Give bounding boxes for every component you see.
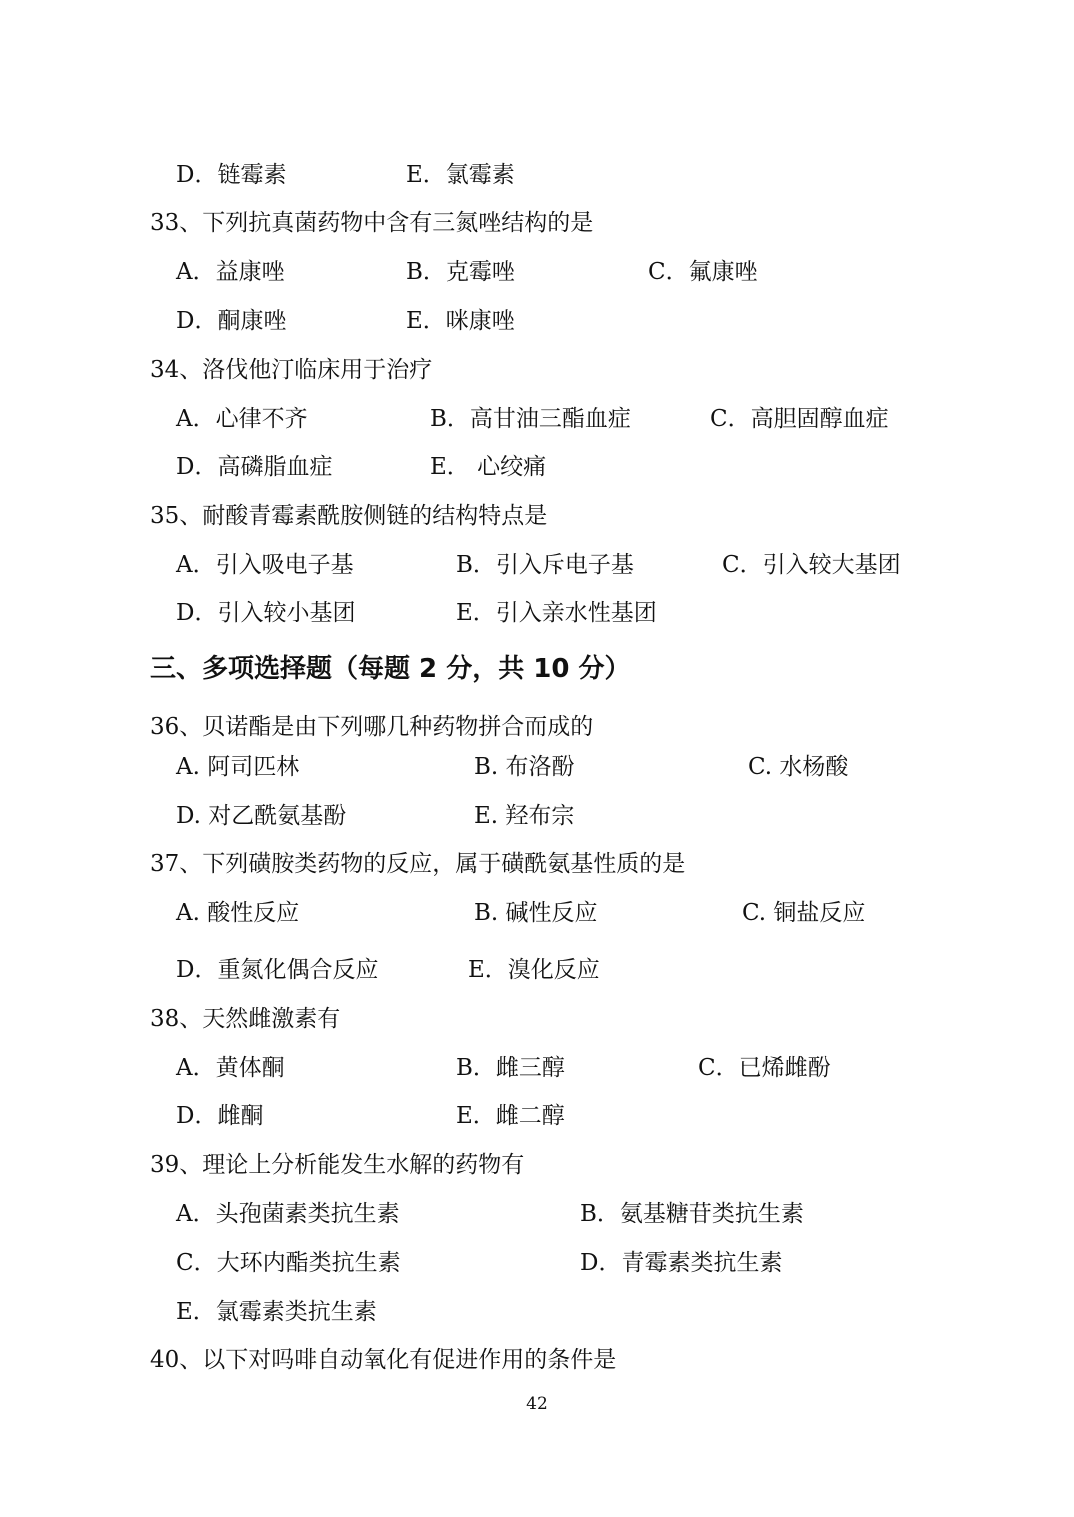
q36-option-e: E. 羟布宗: [474, 803, 575, 829]
q37-option-e: E．溴化反应: [468, 957, 600, 983]
q35-option-b: B．引入斥电子基: [456, 552, 634, 578]
q36-option-a: A. 阿司匹林: [176, 754, 300, 780]
q34-option-e: E． 心绞痛: [430, 454, 547, 480]
q35-option-a: A．引入吸电子基: [176, 552, 354, 578]
q38-option-d: D．雌酮: [176, 1103, 264, 1129]
q39-option-d: D．青霉素类抗生素: [580, 1250, 783, 1276]
q33-option-a: A．益康唑: [176, 259, 285, 285]
q38-option-b: B．雌三醇: [456, 1055, 565, 1081]
q39-option-e: E．氯霉素类抗生素: [176, 1299, 377, 1325]
q38-option-c: C．已烯雌酚: [698, 1055, 831, 1081]
q36-option-b: B. 布洛酚: [474, 754, 575, 780]
q36-stem: 36、贝诺酯是由下列哪几种药物拼合而成的: [150, 714, 594, 740]
section-heading: 三、多项选择题（每题 2 分，共 10 分）: [150, 654, 631, 684]
q33-stem: 33、下列抗真菌药物中含有三氮唑结构的是: [150, 210, 594, 236]
q36-option-c: C. 水杨酸: [748, 754, 849, 780]
q32-option-e: E．氯霉素: [406, 162, 515, 188]
q39-option-a: A．头孢菌素类抗生素: [176, 1201, 400, 1227]
q40-stem: 40、以下对吗啡自动氧化有促进作用的条件是: [150, 1347, 617, 1373]
page-number: 42: [526, 1394, 548, 1414]
q34-option-a: A．心律不齐: [176, 406, 308, 432]
q34-option-d: D．高磷脂血症: [176, 454, 333, 480]
q33-option-e: E．咪康唑: [406, 308, 515, 334]
q35-option-c: C．引入较大基团: [722, 552, 901, 578]
q36-option-d: D. 对乙酰氨基酚: [176, 803, 347, 829]
q38-option-a: A．黄体酮: [176, 1055, 285, 1081]
q37-option-d: D．重氮化偶合反应: [176, 957, 379, 983]
q37-stem: 37、下列磺胺类药物的反应，属于磺酰氨基性质的是: [150, 851, 686, 877]
q35-option-e: E．引入亲水性基团: [456, 600, 657, 626]
q38-option-e: E．雌二醇: [456, 1103, 565, 1129]
q37-option-c: C. 铜盐反应: [742, 900, 866, 926]
q35-stem: 35、耐酸青霉素酰胺侧链的结构特点是: [150, 503, 548, 529]
q34-option-b: B．高甘油三酯血症: [430, 406, 631, 432]
q39-stem: 39、理论上分析能发生水解的药物有: [150, 1152, 525, 1178]
q38-stem: 38、天然雌激素有: [150, 1006, 341, 1032]
q39-option-c: C．大环内酯类抗生素: [176, 1250, 401, 1276]
q33-option-c: C．氟康唑: [648, 259, 758, 285]
q39-option-b: B．氨基糖苷类抗生素: [580, 1201, 804, 1227]
q33-option-d: D．酮康唑: [176, 308, 287, 334]
q33-option-b: B．克霉唑: [406, 259, 515, 285]
q32-option-d: D．链霉素: [176, 162, 287, 188]
q37-option-a: A. 酸性反应: [176, 900, 300, 926]
q34-stem: 34、洛伐他汀临床用于治疗: [150, 357, 433, 383]
q34-option-c: C．高胆固醇血症: [710, 406, 889, 432]
q37-option-b: B. 碱性反应: [474, 900, 598, 926]
q35-option-d: D．引入较小基团: [176, 600, 356, 626]
